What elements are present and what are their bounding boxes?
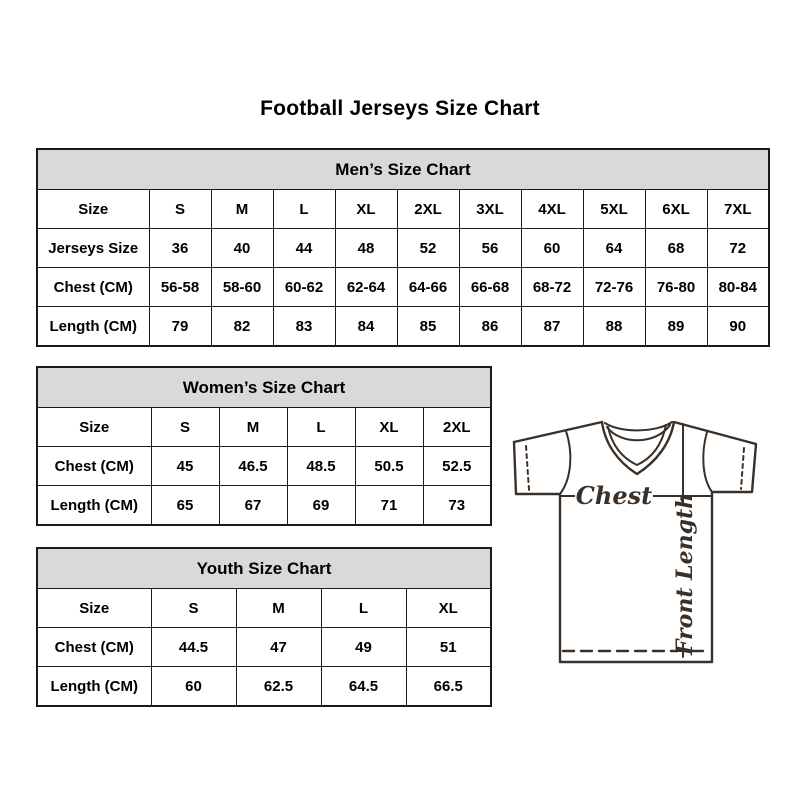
cell: 85 [397, 307, 459, 347]
cell: 56 [459, 229, 521, 268]
cell: 65 [151, 486, 219, 526]
cell: 45 [151, 447, 219, 486]
cell: 6XL [645, 190, 707, 229]
mens-table-title: Men’s Size Chart [37, 149, 769, 190]
row-label: Length (CM) [37, 486, 151, 526]
front-length-label: Front Length [672, 492, 698, 656]
front-length-label-group [669, 493, 698, 656]
row-label: Jerseys Size [37, 229, 149, 268]
cell: 50.5 [355, 447, 423, 486]
cell: 73 [423, 486, 491, 526]
table-row [37, 307, 769, 347]
cell: XL [355, 408, 423, 447]
youth-size-chart-section [36, 547, 492, 707]
cell: 49 [321, 628, 406, 667]
cell: 48 [335, 229, 397, 268]
womens-size-chart-section [36, 366, 492, 526]
cell: 51 [406, 628, 491, 667]
jersey-measurement-diagram [504, 402, 772, 674]
cell: 89 [645, 307, 707, 347]
cell: 2XL [423, 408, 491, 447]
cell: 88 [583, 307, 645, 347]
cell: M [219, 408, 287, 447]
cell: 84 [335, 307, 397, 347]
jersey-outline-shape [514, 422, 756, 662]
table-row [37, 628, 491, 667]
cell: M [236, 589, 321, 628]
cell: 80-84 [707, 268, 769, 307]
table-row [37, 447, 491, 486]
cell: S [149, 190, 211, 229]
cell: 76-80 [645, 268, 707, 307]
row-label: Length (CM) [37, 667, 151, 707]
cell: 40 [211, 229, 273, 268]
cell: 66.5 [406, 667, 491, 707]
cell: 64-66 [397, 268, 459, 307]
womens-table-title: Women’s Size Chart [37, 367, 491, 408]
cell: S [151, 589, 236, 628]
cell: 64.5 [321, 667, 406, 707]
cell: 5XL [583, 190, 645, 229]
cell: S [151, 408, 219, 447]
cell: 48.5 [287, 447, 355, 486]
cell: 60 [151, 667, 236, 707]
row-label: Size [37, 190, 149, 229]
row-label: Chest (CM) [37, 628, 151, 667]
row-label: Chest (CM) [37, 268, 149, 307]
cell: 72-76 [583, 268, 645, 307]
right-sleeve-seam [703, 432, 712, 492]
cell: L [273, 190, 335, 229]
left-cuff-dashed-line [526, 446, 529, 490]
page-title: Football Jerseys Size Chart [260, 97, 540, 120]
table-row [37, 190, 769, 229]
cell: 44 [273, 229, 335, 268]
cell: 3XL [459, 190, 521, 229]
cell: 52 [397, 229, 459, 268]
row-label: Length (CM) [37, 307, 149, 347]
cell: 67 [219, 486, 287, 526]
cell: 79 [149, 307, 211, 347]
row-label: Size [37, 589, 151, 628]
table-row [37, 486, 491, 526]
mens-size-table [36, 148, 770, 347]
cell: 82 [211, 307, 273, 347]
cell: 86 [459, 307, 521, 347]
cell: L [321, 589, 406, 628]
cell: 87 [521, 307, 583, 347]
cell: 64 [583, 229, 645, 268]
row-label: Size [37, 408, 151, 447]
table-row [37, 229, 769, 268]
cell: 2XL [397, 190, 459, 229]
cell: 83 [273, 307, 335, 347]
cell: XL [335, 190, 397, 229]
table-row [37, 408, 491, 447]
cell: 36 [149, 229, 211, 268]
cell: 68-72 [521, 268, 583, 307]
row-label: Chest (CM) [37, 447, 151, 486]
cell: 47 [236, 628, 321, 667]
table-row [37, 589, 491, 628]
cell: 52.5 [423, 447, 491, 486]
youth-table-title: Youth Size Chart [37, 548, 491, 589]
cell: 71 [355, 486, 423, 526]
left-sleeve-seam [560, 431, 570, 494]
table-row [37, 667, 491, 707]
cell: 68 [645, 229, 707, 268]
chest-label: Chest [575, 481, 653, 510]
table-row [37, 268, 769, 307]
right-cuff-dashed-line [741, 448, 744, 489]
cell: 72 [707, 229, 769, 268]
cell: 44.5 [151, 628, 236, 667]
cell: 4XL [521, 190, 583, 229]
cell: 58-60 [211, 268, 273, 307]
cell: 60-62 [273, 268, 335, 307]
collar-rib-arc-1 [605, 422, 672, 430]
cell: 60 [521, 229, 583, 268]
womens-size-table [36, 366, 492, 526]
youth-size-table [36, 547, 492, 707]
cell: 90 [707, 307, 769, 347]
cell: XL [406, 589, 491, 628]
cell: M [211, 190, 273, 229]
cell: L [287, 408, 355, 447]
mens-size-chart-section [36, 148, 770, 347]
cell: 56-58 [149, 268, 211, 307]
cell: 62-64 [335, 268, 397, 307]
cell: 46.5 [219, 447, 287, 486]
cell: 66-68 [459, 268, 521, 307]
cell: 69 [287, 486, 355, 526]
cell: 62.5 [236, 667, 321, 707]
cell: 7XL [707, 190, 769, 229]
